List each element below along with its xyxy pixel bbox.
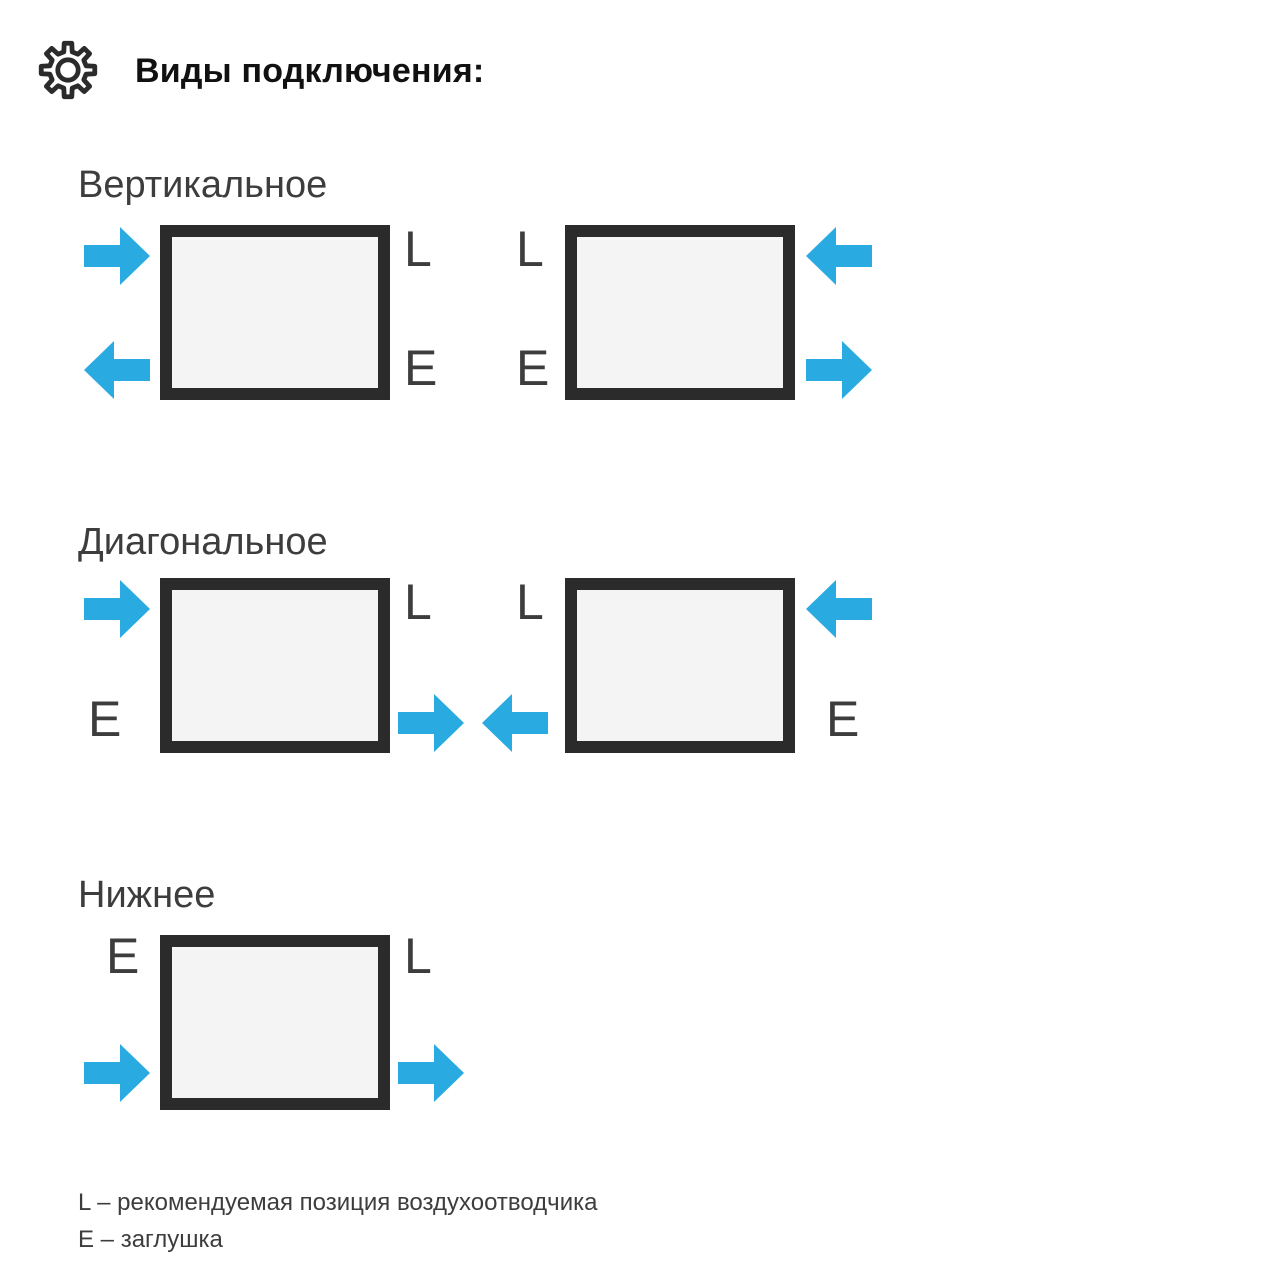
right-arrow-icon [84,580,150,638]
legend [78,1184,597,1258]
left-arrow-icon [806,227,872,285]
air-vent-position-label: L [404,221,432,277]
plug-label: E [826,691,860,747]
radiator-rect [160,578,390,753]
radiator-rect [160,935,390,1110]
legend-line-plug: E – заглушка [78,1226,223,1253]
legend-line-air-vent: L – рекомендуемая позиция воздухоотводчика [78,1189,598,1216]
radiator-rect [160,225,390,400]
section-title: Диагональное [78,521,328,563]
left-arrow-icon [806,580,872,638]
left-arrow-icon [482,694,548,752]
air-vent-position-label: L [516,574,544,630]
radiator-rect [565,578,795,753]
page-header [0,0,1280,120]
right-arrow-icon [84,1044,150,1102]
plug-label: E [88,691,122,747]
right-arrow-icon [806,341,872,399]
radiator-rect [565,225,795,400]
plug-label: E [404,340,438,396]
air-vent-position-label: L [404,574,432,630]
plug-label: E [516,340,550,396]
plug-label: E [106,928,140,984]
left-arrow-icon [84,341,150,399]
gear-icon [38,40,98,100]
right-arrow-icon [398,1044,464,1102]
page-title: Виды подключения: [135,52,485,90]
right-arrow-icon [84,227,150,285]
section-title: Вертикальное [78,164,328,206]
section-title: Нижнее [78,874,216,916]
air-vent-position-label: L [404,928,432,984]
air-vent-position-label: L [516,221,544,277]
right-arrow-icon [398,694,464,752]
